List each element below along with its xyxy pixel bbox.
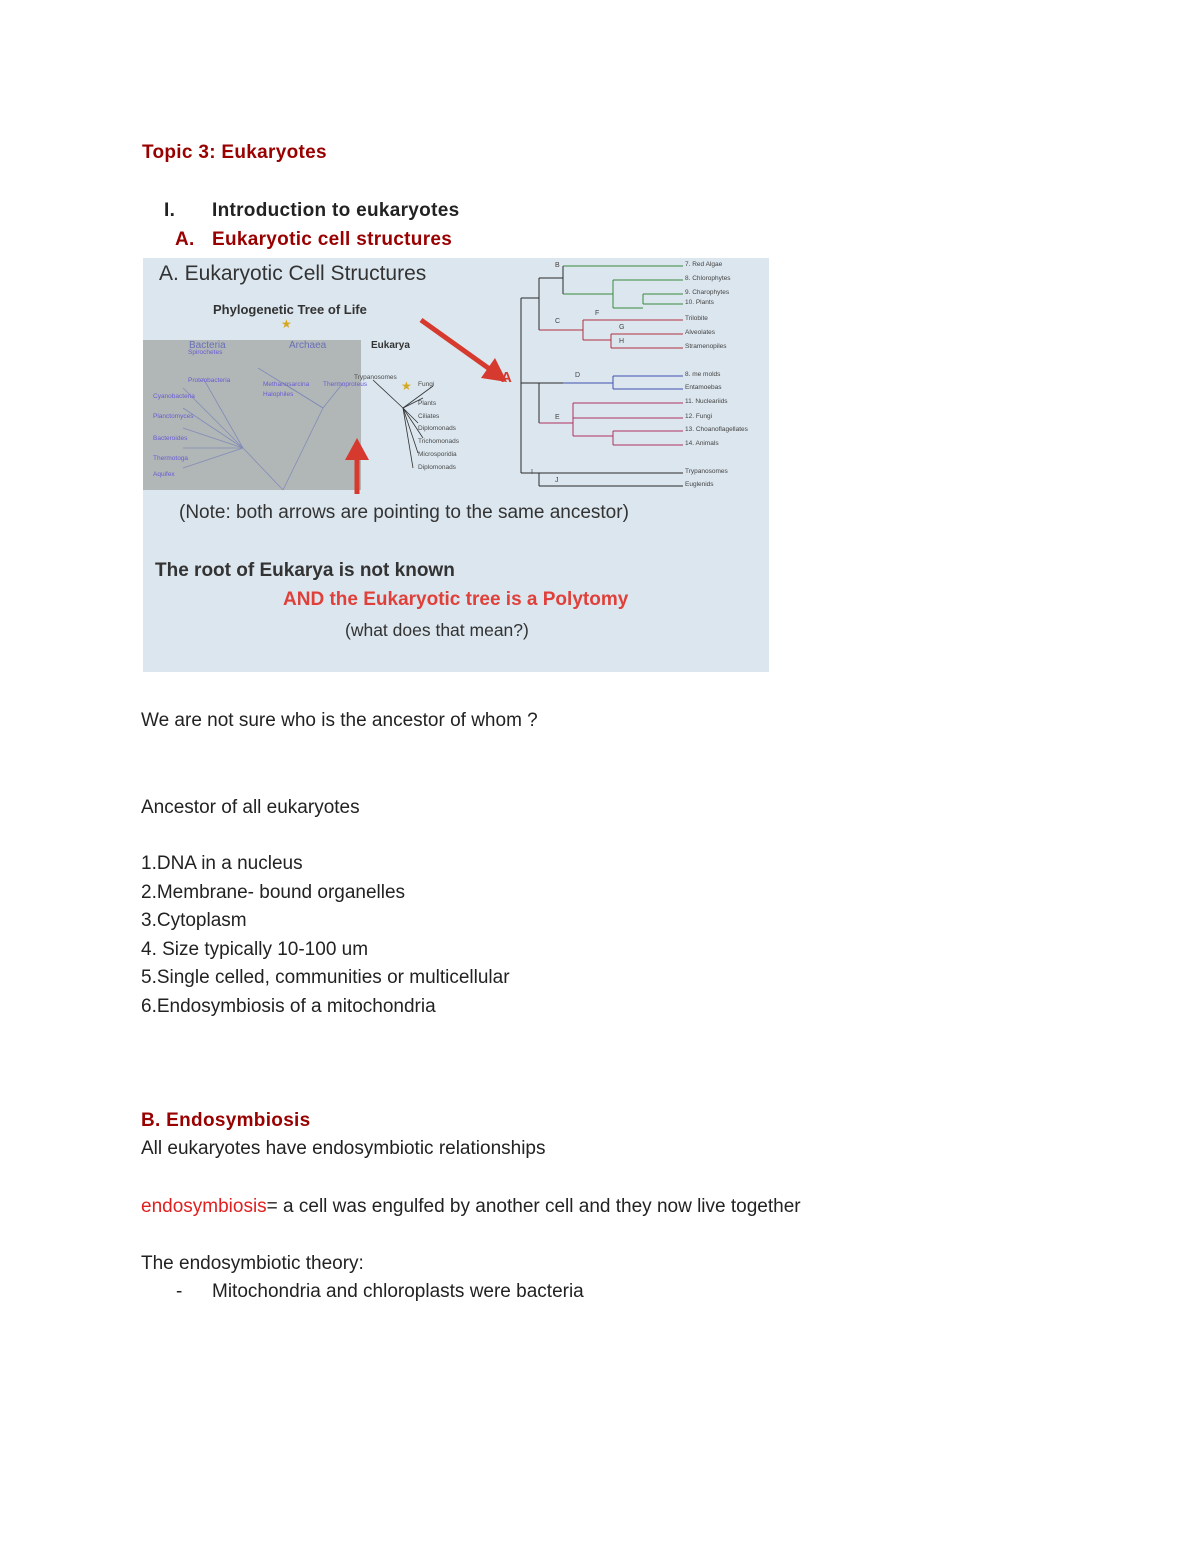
svg-text:Plants: Plants	[418, 400, 437, 407]
slide-node-J: J	[555, 477, 559, 484]
slide-taxon: Stramenopiles	[685, 343, 727, 350]
slide-node-G: G	[619, 324, 625, 331]
ancestor-heading: Ancestor of all eukaryotes	[141, 797, 360, 818]
slide-node-D: D	[575, 372, 581, 379]
svg-text:Spirochetes: Spirochetes	[188, 349, 223, 356]
theory-bullet-text: Mitochondria and chloroplasts were bacteria	[212, 1281, 584, 1302]
svg-text:Fungi: Fungi	[418, 381, 435, 388]
section-I-number: I.	[164, 200, 176, 221]
svg-text:★: ★	[401, 379, 412, 393]
svg-text:Cyanobacteria: Cyanobacteria	[153, 393, 195, 400]
slide-taxon: Euglenids	[685, 481, 714, 488]
svg-text:Proteobacteria: Proteobacteria	[188, 377, 231, 384]
list-item: 6.Endosymbiosis of a mitochondria	[141, 995, 436, 1017]
list-item: 3.Cytoplasm	[141, 910, 247, 932]
svg-text:Thermoproteus: Thermoproteus	[323, 381, 368, 388]
slide-node-B: B	[555, 262, 560, 269]
slide-taxon: 8. Chlorophytes	[685, 275, 731, 282]
slide-image	[143, 258, 769, 672]
slide-domain-archaea: Archaea	[289, 340, 327, 351]
question-text: We are not sure who is the ancestor of whom ?	[141, 710, 538, 731]
slide-taxon: 10. Plants	[685, 299, 714, 306]
slide-node-C: C	[555, 318, 561, 325]
list-item: 5.Single celled, communities or multicellular	[141, 967, 510, 989]
svg-text:Aquifex: Aquifex	[153, 471, 175, 478]
slide-node-A: A	[501, 369, 512, 386]
svg-text:Bacteroides: Bacteroides	[153, 435, 188, 442]
slide-taxon: Entamoebas	[685, 384, 722, 391]
svg-text:Thermotoga: Thermotoga	[153, 455, 189, 462]
section-A-number: A.	[175, 229, 195, 250]
svg-text:Ciliates: Ciliates	[418, 413, 440, 420]
slide-node-F: F	[595, 310, 600, 317]
slide-note: (Note: both arrows are pointing to the same ancestor)	[179, 502, 629, 523]
slide-taxon: 14. Animals	[685, 440, 719, 447]
svg-text:Microsporidia: Microsporidia	[418, 451, 457, 458]
svg-text:Halophiles: Halophiles	[263, 391, 294, 398]
svg-text:Trypanosomes: Trypanosomes	[354, 374, 397, 381]
svg-text:Planctomyces: Planctomyces	[153, 413, 194, 420]
slide-taxon: 9. Charophytes	[685, 289, 730, 296]
svg-text:Diplomonads: Diplomonads	[418, 425, 456, 432]
list-item: 1.DNA in a nucleus	[141, 853, 303, 874]
ancestor-list	[141, 850, 510, 1022]
slide-taxon: 12. Fungi	[685, 413, 713, 420]
slide-taxon: Alveolates	[685, 329, 715, 336]
endo-def-text: = a cell was engulfed by another cell and they now live together	[266, 1196, 801, 1217]
slide-root-line3: (what does that mean?)	[345, 620, 529, 640]
endo-intro: All eukaryotes have endosymbiotic relationships	[141, 1138, 546, 1159]
theory-bullet-marker: -	[176, 1281, 183, 1302]
section-B-title: B. Endosymbiosis	[141, 1110, 311, 1131]
slide-root-line1: The root of Eukarya is not known	[155, 560, 455, 581]
slide-tree-title: Phylogenetic Tree of Life	[213, 302, 367, 317]
svg-text:★: ★	[281, 317, 292, 331]
list-item: 4. Size typically 10-100 um	[141, 938, 369, 960]
slide-taxon: 7. Red Algae	[685, 261, 723, 268]
slide-taxon: 8. me molds	[685, 371, 721, 378]
section-A-title: Eukaryotic cell structures	[212, 229, 453, 250]
svg-text:Methanosarcina: Methanosarcina	[263, 381, 310, 388]
endo-definition	[141, 1196, 801, 1218]
theory-heading: The endosymbiotic theory:	[141, 1253, 364, 1274]
endo-term: endosymbiosis	[141, 1196, 267, 1217]
slide-root-line2: AND the Eukaryotic tree is a Polytomy	[283, 589, 629, 610]
slide-domain-bacteria: Bacteria	[189, 340, 226, 351]
list-item: 2.Membrane- bound organelles	[141, 881, 406, 903]
page-title: Topic 3: Eukaryotes	[142, 142, 327, 163]
slide-title: A. Eukaryotic Cell Structures	[159, 262, 427, 285]
svg-text:Trichomonads: Trichomonads	[418, 438, 459, 445]
slide-taxon: Trilobite	[685, 315, 708, 322]
slide-taxon: Trypanosomes	[685, 468, 728, 475]
slide-node-H: H	[619, 338, 625, 345]
slide-domain-eukarya: Eukarya	[371, 340, 410, 351]
section-I-title: Introduction to eukaryotes	[212, 200, 460, 221]
slide-node-I: I	[531, 469, 533, 476]
slide-node-E: E	[555, 414, 560, 421]
slide-taxon: 13. Choanoflagellates	[685, 426, 748, 433]
slide-taxon: 11. Nucleariids	[685, 398, 728, 405]
svg-text:Diplomonads: Diplomonads	[418, 464, 456, 471]
